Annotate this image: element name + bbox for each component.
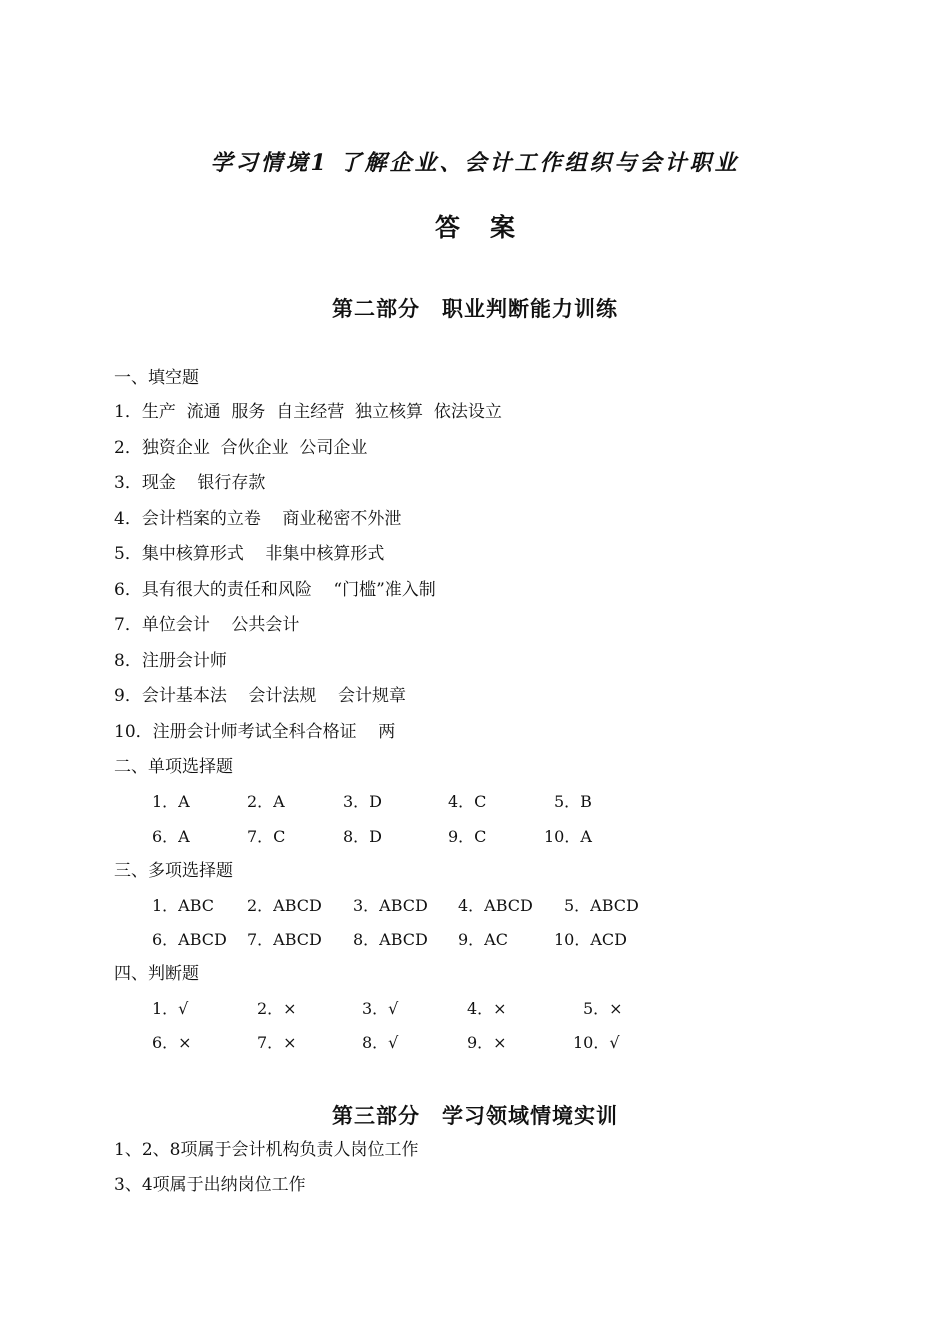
answer-cell: 4．× <box>467 999 507 1018</box>
fill-item: 1．生产 流通 服务 自主经营 独立核算 依法设立 <box>114 402 502 422</box>
answer-cell: 2．A <box>247 792 285 811</box>
single-choice-heading: 二、单项选择题 <box>114 757 233 777</box>
answer-cell: 2．ABCD <box>247 896 322 915</box>
answer-cell: 9．C <box>448 827 487 846</box>
fill-item: 10．注册会计师考试全科合格证 两 <box>114 722 396 742</box>
part3-heading: 第三部分 学习领域情境实训 <box>332 1103 618 1128</box>
fill-item: 4．会计档案的立卷 商业秘密不外泄 <box>114 509 402 529</box>
answer-cell: 6．A <box>152 827 190 846</box>
answer-cell: 9．AC <box>458 930 508 949</box>
answer-cell: 5．ABCD <box>564 896 639 915</box>
answer-cell: 1．A <box>152 792 190 811</box>
single-choice-row <box>0 790 950 814</box>
answer-cell: 8．√ <box>362 1033 399 1052</box>
judge-row <box>0 997 950 1021</box>
judge-row <box>0 1031 950 1055</box>
answer-cell: 8．D <box>343 827 383 846</box>
answer-cell: 8．ABCD <box>353 930 428 949</box>
single-choice-row <box>0 825 950 849</box>
answer-cell: 7．× <box>257 1033 297 1052</box>
practice-item: 3、4项属于出纳岗位工作 <box>114 1175 306 1195</box>
answer-cell: 4．ABCD <box>458 896 533 915</box>
answer-cell: 10．ACD <box>554 930 627 949</box>
answer-cell: 1．√ <box>152 999 189 1018</box>
judge-heading: 四、判断题 <box>114 964 199 984</box>
fill-item: 8．注册会计师 <box>114 651 227 671</box>
fill-item: 7．单位会计 公共会计 <box>114 615 300 635</box>
answer-cell: 9．× <box>467 1033 507 1052</box>
answer-cell: 7．ABCD <box>247 930 322 949</box>
fill-item: 2．独资企业 合伙企业 公司企业 <box>114 438 368 458</box>
multi-choice-row <box>0 894 950 918</box>
multi-choice-row <box>0 928 950 952</box>
answer-cell: 10．√ <box>573 1033 620 1052</box>
fill-item: 5．集中核算形式 非集中核算形式 <box>114 544 385 564</box>
answer-cell: 5．× <box>583 999 623 1018</box>
answer-cell: 2．× <box>257 999 297 1018</box>
answer-cell: 3．ABCD <box>353 896 428 915</box>
answer-cell: 3．√ <box>362 999 399 1018</box>
document-title: 学习情境1 了解企业、会计工作组织与会计职业 <box>210 150 740 176</box>
practice-item: 1、2、8项属于会计机构负责人岗位工作 <box>114 1140 419 1160</box>
fill-item: 6．具有很大的责任和风险 “门槛”准入制 <box>114 580 436 600</box>
multi-choice-heading: 三、多项选择题 <box>114 861 233 881</box>
answer-cell: 10．A <box>544 827 592 846</box>
answer-cell: 3．D <box>343 792 383 811</box>
answer-cell: 6．× <box>152 1033 192 1052</box>
answer-cell: 4．C <box>448 792 487 811</box>
fill-item: 3．现金 银行存款 <box>114 473 266 493</box>
answer-cell: 6．ABCD <box>152 930 227 949</box>
answer-cell: 1．ABC <box>152 896 215 915</box>
fill-section-heading: 一、填空题 <box>114 368 199 388</box>
fill-item: 9．会计基本法 会计法规 会计规章 <box>114 686 407 706</box>
answer-cell: 5．B <box>554 792 592 811</box>
answer-cell: 7．C <box>247 827 286 846</box>
part2-heading: 第二部分 职业判断能力训练 <box>332 296 618 321</box>
answer-heading: 答案 <box>434 213 545 242</box>
